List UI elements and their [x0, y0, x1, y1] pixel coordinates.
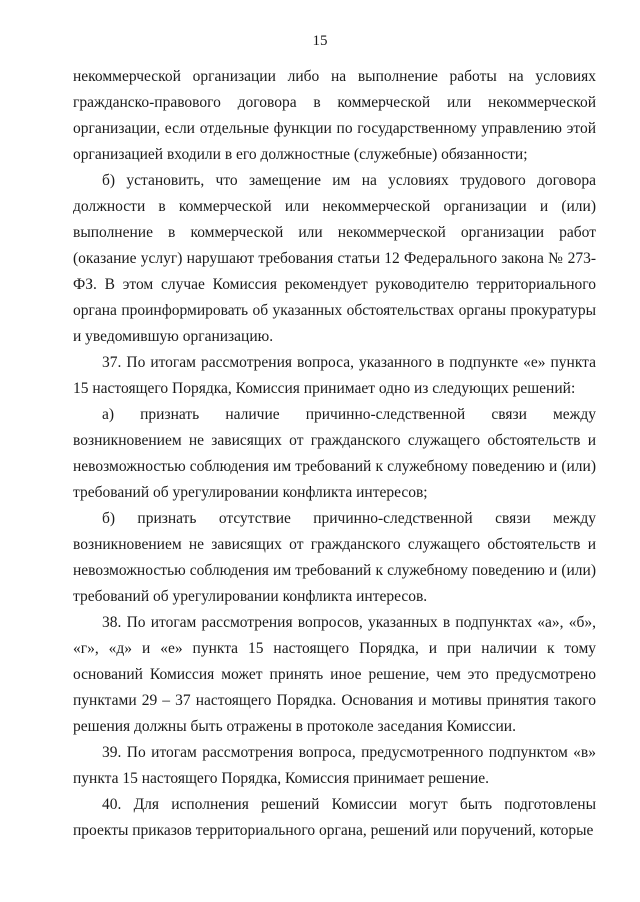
paragraph-continuation: некоммерческой организации либо на выполнение работы на условиях гражданско-правового договора в коммерческой или некоммерческой организации, если отдельные функции по государственному управлению этой организацией входили в его должностные (служебные) обязанности;: [73, 68, 596, 163]
paragraph-40: 40. Для исполнения решений Комиссии могут быть подготовлены проекты приказов территориального органа, решений или поручений, которые: [73, 796, 596, 839]
page-number: 15: [312, 33, 328, 49]
paragraph-36b: б) установить, что замещение им на условиях трудового договора должности в коммерческой или некоммерческой организации и (или) выполнение в коммерческой или некоммерческой организации работ (оказание услуг) нарушают требования статьи 12 Федерального закона № 273-ФЗ. В этом случае Комиссия рекомендует руководителю территориального органа проинформировать об указанных обстоятельствах органы прокуратуры и уведомившую организацию.: [73, 172, 596, 345]
paragraph-37: 37. По итогам рассмотрения вопроса, указанного в подпункте «е» пункта 15 настоящего Порядка, Комиссия принимает одно из следующих решений:: [73, 354, 596, 397]
paragraph-37b: б) признать отсутствие причинно-следственной связи между возникновением не зависящих от гражданского служащего обстоятельств и невозможностью соблюдения им требований к служебному поведению и (или) требований об урегулировании конфликта интересов.: [73, 510, 596, 605]
document-body: [73, 64, 596, 844]
paragraph-39: 39. По итогам рассмотрения вопроса, предусмотренного подпунктом «в» пункта 15 настоящего Порядка, Комиссия принимает решение.: [73, 744, 596, 787]
paragraph-37a: а) признать наличие причинно-следственной связи между возникновением не зависящих от гражданского служащего обстоятельств и невозможностью соблюдения им требований к служебному поведению и (или) требований об урегулировании конфликта интересов;: [73, 406, 596, 501]
paragraph-38: 38. По итогам рассмотрения вопросов, указанных в подпунктах «а», «б», «г», «д» и «е» пункта 15 настоящего Порядка, и при наличии к тому оснований Комиссия может принять иное решение, чем это предусмотрено пунктами 29 – 37 настоящего Порядка. Основания и мотивы принятия такого решения должны быть отражены в протоколе заседания Комиссии.: [73, 614, 596, 735]
